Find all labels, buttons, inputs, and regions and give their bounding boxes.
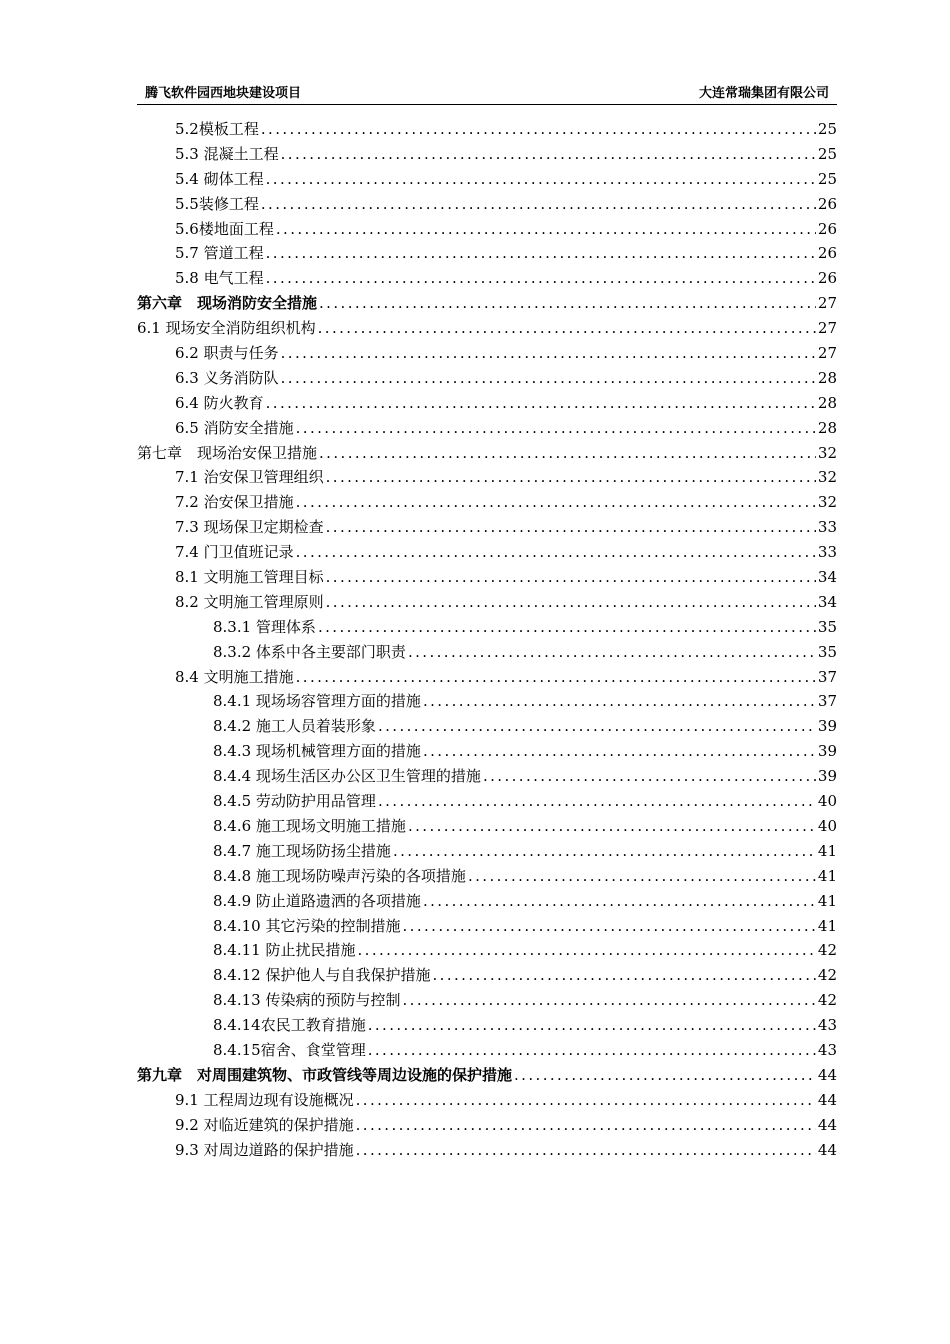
toc-entry-title: 7.2 治安保卫措施 (175, 493, 294, 512)
toc-dot-leader (357, 938, 815, 963)
toc-entry-title: 5.7 管道工程 (175, 244, 264, 263)
toc-entry[interactable] (137, 241, 837, 266)
toc-entry-title: 7.3 现场保卫定期检查 (175, 518, 324, 537)
toc-entry[interactable] (137, 739, 837, 764)
toc-page-number: 25 (817, 120, 837, 138)
toc-page-number: 28 (817, 418, 837, 437)
toc-dot-leader (356, 1138, 816, 1163)
toc-entry[interactable] (137, 1088, 837, 1113)
toc-dot-leader (402, 988, 815, 1013)
toc-dot-leader (296, 540, 816, 565)
toc-dot-leader (514, 1063, 816, 1088)
toc-entry[interactable] (137, 515, 837, 540)
toc-entry-title: 8.3.2 体系中各主要部门职责 (213, 642, 406, 661)
toc-dot-leader (408, 640, 816, 665)
toc-entry-title: 5.4 砌体工程 (175, 169, 264, 188)
toc-entry[interactable] (137, 764, 837, 789)
toc-entry-title: 5.2模板工程 (175, 120, 259, 138)
toc-page-number: 41 (817, 866, 837, 885)
toc-dot-leader (483, 764, 816, 789)
toc-dot-leader (266, 241, 816, 266)
toc-dot-leader (318, 316, 816, 341)
toc-entry[interactable] (137, 1013, 837, 1038)
toc-dot-leader (281, 341, 816, 366)
toc-page-number: 28 (817, 393, 837, 412)
toc-page-number: 40 (817, 792, 837, 811)
toc-entry-title: 8.4.1 现场场容管理方面的措施 (213, 692, 421, 711)
toc-dot-leader (423, 689, 816, 714)
toc-dot-leader (356, 1113, 816, 1138)
toc-entry-title: 8.3.1 管理体系 (213, 617, 316, 636)
toc-entry[interactable] (137, 640, 837, 665)
toc-entry-title: 8.4.2 施工人员着装形象 (213, 717, 376, 736)
toc-page-number: 25 (817, 144, 837, 163)
toc-entry-title: 8.4.15宿舍、食堂管理 (213, 1040, 366, 1059)
toc-entry-title: 8.4.14农民工教育措施 (213, 1016, 366, 1035)
toc-page-number: 39 (817, 767, 837, 786)
toc-entry-title: 5.3 混凝土工程 (175, 144, 279, 163)
toc-entry-title: 8.4.13 传染病的预防与控制 (213, 991, 401, 1010)
toc-page-number: 44 (817, 1090, 837, 1109)
toc-page-number: 32 (817, 468, 837, 487)
toc-entry-title: 8.4.5 劳动防护用品管理 (213, 792, 376, 811)
toc-page-number: 34 (817, 592, 837, 611)
toc-page-number: 26 (817, 244, 837, 263)
toc-entry-title: 6.5 消防安全措施 (175, 418, 294, 437)
toc-dot-leader (276, 217, 816, 242)
toc-entry[interactable] (137, 217, 837, 242)
toc-page-number: 39 (817, 742, 837, 761)
toc-entry-title: 8.4.11 防止扰民措施 (213, 941, 356, 960)
toc-entry[interactable] (137, 192, 837, 217)
toc-entry-title: 8.4.9 防止道路遗洒的各项措施 (213, 891, 421, 910)
toc-dot-leader (266, 167, 816, 192)
toc-page-number: 33 (817, 518, 837, 537)
toc-dot-leader (296, 416, 816, 441)
toc-entry[interactable] (137, 565, 837, 590)
table-of-contents (137, 117, 837, 1162)
toc-dot-leader (261, 192, 816, 217)
toc-dot-leader (281, 142, 816, 167)
toc-entry[interactable] (137, 391, 837, 416)
toc-entry[interactable] (137, 416, 837, 441)
toc-entry[interactable] (137, 590, 837, 615)
toc-dot-leader (319, 441, 816, 466)
toc-page-number: 41 (817, 841, 837, 860)
toc-page-number: 26 (817, 269, 837, 288)
toc-page-number: 33 (817, 543, 837, 562)
toc-entry[interactable] (137, 914, 837, 939)
toc-dot-leader (318, 615, 816, 640)
toc-entry[interactable] (137, 963, 837, 988)
toc-entry[interactable] (137, 689, 837, 714)
toc-entry-title: 5.8 电气工程 (175, 269, 264, 288)
toc-page-number: 32 (817, 443, 837, 462)
toc-dot-leader (423, 889, 816, 914)
toc-entry[interactable] (137, 291, 837, 316)
toc-entry[interactable] (137, 988, 837, 1013)
toc-dot-leader (266, 391, 816, 416)
toc-entry[interactable] (137, 1063, 837, 1088)
toc-entry[interactable] (137, 142, 837, 167)
toc-entry[interactable] (137, 490, 837, 515)
toc-entry[interactable] (137, 615, 837, 640)
toc-page-number: 34 (817, 568, 837, 587)
toc-entry[interactable] (137, 316, 837, 341)
toc-page-number: 44 (817, 1140, 837, 1159)
toc-entry-title: 5.6楼地面工程 (175, 219, 274, 238)
toc-entry-title: 9.3 对周边道路的保护措施 (175, 1140, 354, 1159)
toc-page-number: 35 (817, 617, 837, 636)
toc-entry-title: 第七章 现场治安保卫措施 (137, 443, 318, 462)
toc-dot-leader (261, 117, 816, 142)
toc-entry[interactable] (137, 889, 837, 914)
toc-page-number: 28 (817, 368, 837, 387)
toc-entry-title: 6.4 防火教育 (175, 393, 264, 412)
toc-dot-leader (393, 839, 816, 864)
toc-dot-leader (423, 739, 816, 764)
toc-entry-title: 8.4.6 施工现场文明施工措施 (213, 816, 406, 835)
toc-page-number: 40 (817, 816, 837, 835)
toc-entry-title: 8.4.8 施工现场防噪声污染的各项措施 (213, 866, 466, 885)
toc-dot-leader (378, 789, 816, 814)
toc-dot-leader (408, 814, 816, 839)
toc-entry[interactable] (137, 366, 837, 391)
toc-dot-leader (326, 590, 816, 615)
toc-dot-leader (296, 665, 816, 690)
toc-dot-leader (296, 490, 816, 515)
toc-dot-leader (356, 1088, 816, 1113)
toc-dot-leader (326, 515, 816, 540)
toc-entry-title: 8.4.3 现场机械管理方面的措施 (213, 742, 421, 761)
toc-dot-leader (402, 914, 815, 939)
toc-entry[interactable] (137, 714, 837, 739)
toc-entry[interactable] (137, 266, 837, 291)
toc-entry[interactable] (137, 665, 837, 690)
toc-page-number: 27 (817, 319, 837, 338)
toc-entry-title: 7.1 治安保卫管理组织 (175, 468, 324, 487)
toc-entry-title: 8.2 文明施工管理原则 (175, 592, 324, 611)
toc-entry-title: 6.2 职责与任务 (175, 344, 279, 363)
toc-entry-title: 8.4.4 现场生活区办公区卫生管理的措施 (213, 767, 481, 786)
toc-page-number: 43 (817, 1016, 837, 1035)
header-divider (137, 104, 837, 105)
page-header (137, 80, 837, 102)
toc-entry[interactable] (137, 540, 837, 565)
toc-page-number: 37 (817, 692, 837, 711)
toc-page-number: 27 (817, 344, 837, 363)
toc-page-number: 43 (817, 1040, 837, 1059)
toc-entry[interactable] (137, 1113, 837, 1138)
toc-entry[interactable] (137, 814, 837, 839)
toc-entry[interactable] (137, 1138, 837, 1163)
toc-page-number: 42 (817, 966, 837, 985)
header-project-name: 腾飞软件园西地块建设项目 (145, 86, 302, 101)
header-company-name: 大连常瑞集团有限公司 (698, 86, 829, 101)
toc-dot-leader (326, 465, 816, 490)
toc-entry[interactable] (137, 839, 837, 864)
toc-page-number: 25 (817, 169, 837, 188)
toc-dot-leader (281, 366, 816, 391)
toc-entry-title: 9.1 工程周边现有设施概况 (175, 1090, 354, 1109)
toc-entry-title: 第六章 现场消防安全措施 (137, 294, 318, 313)
toc-page-number: 32 (817, 493, 837, 512)
toc-page-number: 27 (817, 294, 837, 313)
toc-entry[interactable] (137, 465, 837, 490)
toc-entry[interactable] (137, 441, 837, 466)
toc-entry[interactable] (137, 864, 837, 889)
toc-dot-leader (266, 266, 816, 291)
toc-entry[interactable] (137, 167, 837, 192)
toc-page-number: 39 (817, 717, 837, 736)
toc-dot-leader (378, 714, 816, 739)
toc-entry-title: 8.4.12 保护他人与自我保护措施 (213, 966, 431, 985)
toc-entry-title: 8.4 文明施工措施 (175, 667, 294, 686)
toc-entry[interactable] (137, 789, 837, 814)
toc-dot-leader (326, 565, 816, 590)
toc-entry-title: 5.5装修工程 (175, 194, 259, 213)
toc-entry-title: 6.1 现场安全消防组织机构 (137, 319, 316, 338)
toc-dot-leader (319, 291, 816, 316)
toc-entry[interactable] (137, 341, 837, 366)
toc-page-number: 42 (817, 941, 837, 960)
toc-entry-title: 8.4.7 施工现场防扬尘措施 (213, 841, 391, 860)
toc-entry-title: 6.3 义务消防队 (175, 368, 279, 387)
toc-dot-leader (368, 1038, 816, 1063)
toc-dot-leader (432, 963, 815, 988)
toc-entry-title: 9.2 对临近建筑的保护措施 (175, 1115, 354, 1134)
toc-entry-title: 7.4 门卫值班记录 (175, 543, 294, 562)
toc-entry-title: 第九章 对周围建筑物、市政管线等周边设施的保护措施 (137, 1065, 513, 1084)
toc-page-number: 37 (817, 667, 837, 686)
toc-page-number: 26 (817, 194, 837, 213)
toc-page-number: 35 (817, 642, 837, 661)
toc-entry[interactable] (137, 1038, 837, 1063)
toc-page-number: 41 (817, 916, 837, 935)
toc-page-number: 26 (817, 219, 837, 238)
toc-entry[interactable] (137, 938, 837, 963)
toc-dot-leader (368, 1013, 816, 1038)
toc-page-number: 42 (817, 991, 837, 1010)
toc-dot-leader (468, 864, 816, 889)
toc-entry-title: 8.1 文明施工管理目标 (175, 568, 324, 587)
toc-entry[interactable] (137, 117, 837, 142)
toc-page-number: 44 (817, 1115, 837, 1134)
toc-page-number: 41 (817, 891, 837, 910)
toc-page-number: 44 (817, 1065, 837, 1084)
toc-entry-title: 8.4.10 其它污染的控制措施 (213, 916, 401, 935)
